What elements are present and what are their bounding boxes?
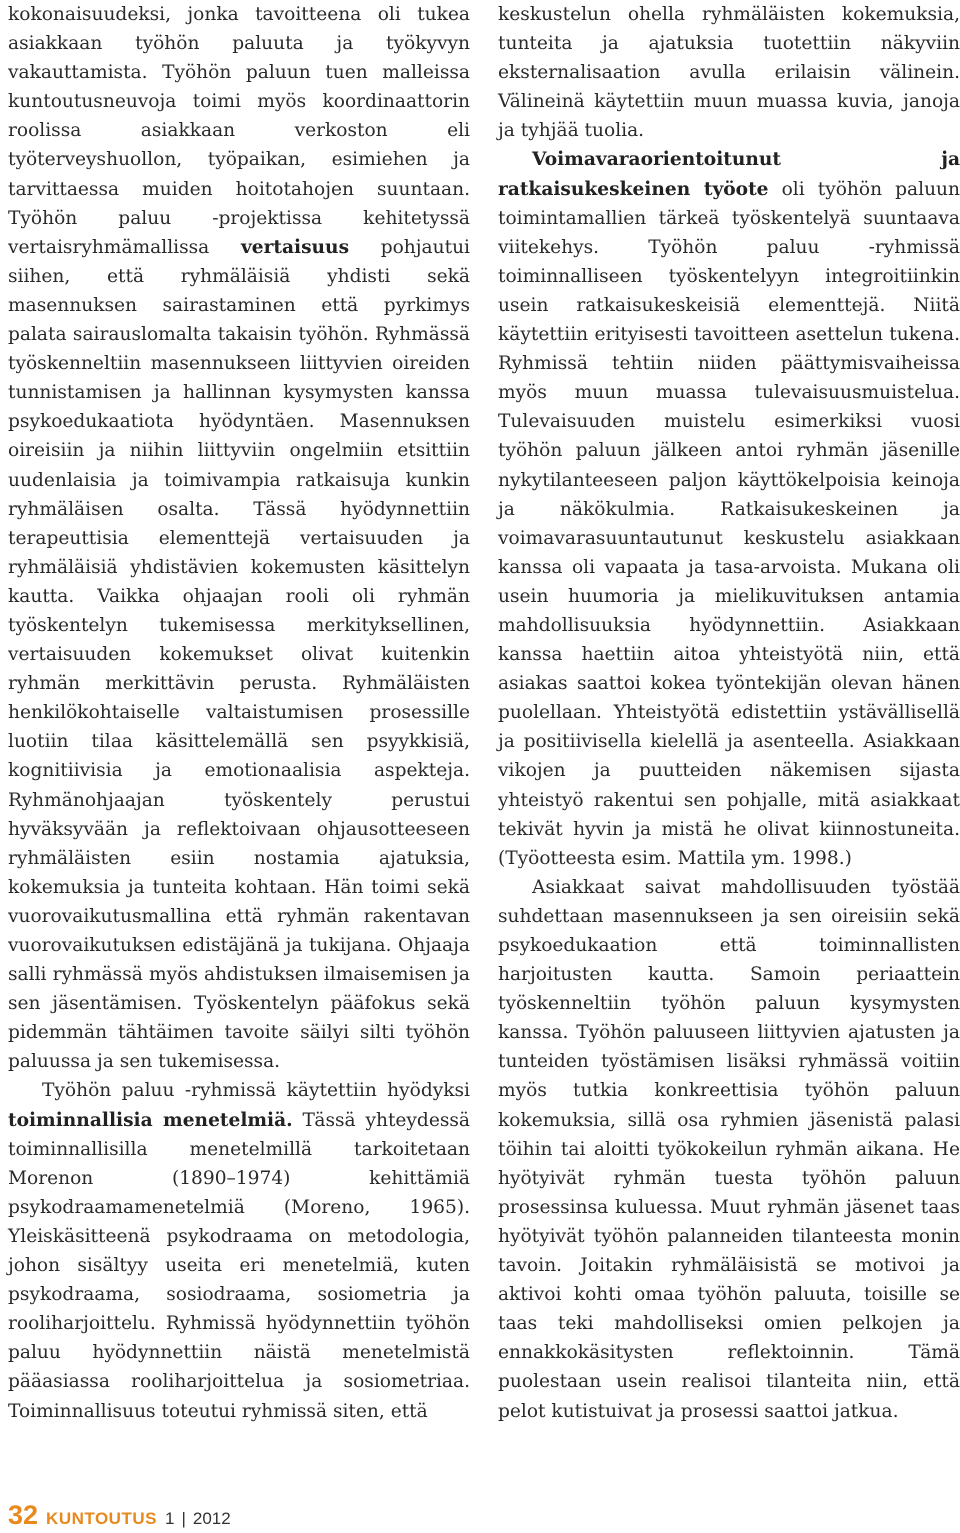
paragraph [8,1076,470,1425]
left-text-column [8,0,470,1426]
bold-term: toiminnallisia menetelmiä. [8,1109,293,1131]
footer-separator: | [181,1509,186,1528]
paragraph [498,0,960,145]
text-run: Työhön paluu -ryhmissä käytettiin hyödyksi [42,1080,470,1102]
page-number: 32 [8,1500,39,1530]
paragraph [8,0,470,1076]
bold-term: Voimavaraorientoitunut ja ratkaisukeskeinen työote [498,149,960,200]
text-run: pohjautui siihen, että ryhmäläisiä yhdisti sekä masennuksen sairastaminen että pyrkimys palata sairauslomalta takaisin työhön. Ryhmässä työskenneltiin masennukseen liittyvien oireiden tunnistamisen ja hallinnan kysymysten kanssa psykoedukaatiota hyödyntäen. Masennuksen oireisiin ja niihin liittyviin ongelmiin etsittiin uudenlaisia ja toimivampia ratkaisuja kunkin ryhmäläisen osalta. Tässä hyödynnettiin terapeuttisia elementtejä vertaisuuden ja ryhmäläisiä yhdistävien kokemusten käsittelyn kautta. Vaikka ohjaajan rooli oli ryhmän työskentelyn tukemisessa merkityksellinen, vertaisuuden kokemukset olivat kuitenkin ryhmän merkittävin perusta. Ryhmäläisten henkilökohtaiselle valtaistumisen prosessille luotiin tilaa käsittelemällä sen psyykkisiä, kognitiivisia ja emotionaalisia aspekteja. Ryhmänohjaajan työskentely perustui hyväksyvään ja reflektoivaan ohjausotteeseen ryhmäläisten esiin nostamia ajatuksia, kokemuksia ja tunteita kohtaan. Hän toimi sekä vuorovaikutusmallina että ryhmän rakentavan vuorovaikutuksen edistäjänä ja tukijana. Ohjaaja salli ryhmässä myös ahdistuksen ilmaisemisen ja sen jäsentämisen. Työskentelyn pääfokus sekä pidemmän tähtäimen tavoite säilyi silti työhön paluussa ja sen tukemisessa. [8,236,471,1073]
right-text-column [498,0,960,1426]
page-footer [8,1500,231,1530]
text-run: Tässä yhteydessä toiminnallisilla menetelmillä tarkoitetaan Morenon (1890–1974) kehittämiä psykodraamamenetelmiä (Moreno, 1965). Yleiskäsitteenä psykodraama on metodologia, johon sisältyy useita eri menetelmiä, kuten psykodraama, sosiodraama, sosiometria ja rooliharjoittelu. Ryhmissä hyödynnettiin työhön paluu hyödynnettiin näistä menetelmistä pääasiassa rooliharjoittelua ja sosiometriaa. Toiminnallisuus toteutui ryhmissä siten, että [8,1109,470,1422]
issue-number: 1 [164,1509,175,1528]
text-run: kokonaisuudeksi, jonka tavoitteena oli tukea asiakkaan työhön paluuta ja työkyvyn vakauttamista. Työhön paluun tuen malleissa kuntoutusneuvoja toimi myös koordinaattorin roolissa asiakkaan verkoston eli työterveyshuollon, työpaikan, esimiehen ja tarvittaessa muiden hoitotahojen suuntaan. Työhön paluu -projektissa kehitetyssä vertaisryhmämallissa [8,4,470,258]
text-run: oli työhön paluun toimintamallien tärkeä työskentelyä suuntaava viitekehys. Työhön paluu -ryhmissä toiminnalliseen työskentelyyn integroitiinkin usein ratkaisukeskeisiä elementtejä. Niitä käytettiin erityisesti tavoitteen asettelun tukena. Ryhmissä tehtiin niiden päättymisvaiheissa myös muun muassa tulevaisuusmuistelua. Tulevaisuuden muistelu esimerkiksi vuosi työhön paluun jälkeen antoi ryhmän jäsenille nykytilanteeseen paljon käyttökelpoisia keinoja ja näkökulmia. Ratkaisukeskeinen ja voimavarasuuntautunut keskustelu asiakkaan kanssa oli vapaata ja tasa-arvoista. Mukana oli usein huumoria ja mielikuvituksen antamia mahdollisuuksia hyödynnettiin. Asiakkaan kanssa haettiin aitoa yhteistyötä niin, että asiakas saattoi kokea työntekijän olevan hänen puolellaan. Yhteistyötä edistettiin ystävällisellä ja positiivisella kielellä ja asenteella. Asiakkaan vikojen ja puutteiden näkemisen sijasta yhteistyö rakentui sen pohjalle, mitä asiakkaat tekivät hyvin ja mistä he olivat kiinnostuneita. (Työotteesta esim. Mattila ym. 1998.) [498,178,960,869]
journal-name: KUNTOUTUS [46,1509,157,1528]
issue-year: 2012 [192,1509,231,1528]
paragraph [498,145,960,872]
text-run: Asiakkaat saivat mahdollisuuden työstää suhdettaan masennukseen ja sen oireisiin sekä psykoedukaation että toiminnallisten harjoitusten kautta. Samoin periaattein työskenneltiin työhön paluun kysymysten kanssa. Työhön paluuseen liittyvien ajatusten ja tunteiden työstämisen lisäksi ryhmässä voitiin myös tutkia konkreettisia työhön paluun kokemuksia, sillä osa ryhmien jäsenistä palasi töihin tai aloitti työkokeilun ryhmän aikana. He hyötyivät ryhmän tuesta työhön paluun prosessinsa kuluessa. Muut ryhmän jäsenet taas hyötyivät työhön palanneiden tilanteesta monin tavoin. Joitakin ryhmäläisistä se motivoi ja aktivoi kohti omaa työhön paluuta, toisille se taas teki mahdolliseksi omien pelkojen ja ennakkokäsitysten reflektoinnin. Tämä puolestaan usein realisoi tilanteita niin, että pelot kutistuivat ja prosessi saattoi jatkua. [498,876,960,1422]
text-run: keskustelun ohella ryhmäläisten kokemuksia, tunteita ja ajatuksia tuotettiin näkyviin eksternalisaation avulla erilaisin välinein. Välineinä käytettiin muun muassa kuvia, janoja ja tyhjää tuolia. [498,4,960,142]
paragraph [498,873,960,1426]
bold-term: vertaisuus [240,236,350,258]
